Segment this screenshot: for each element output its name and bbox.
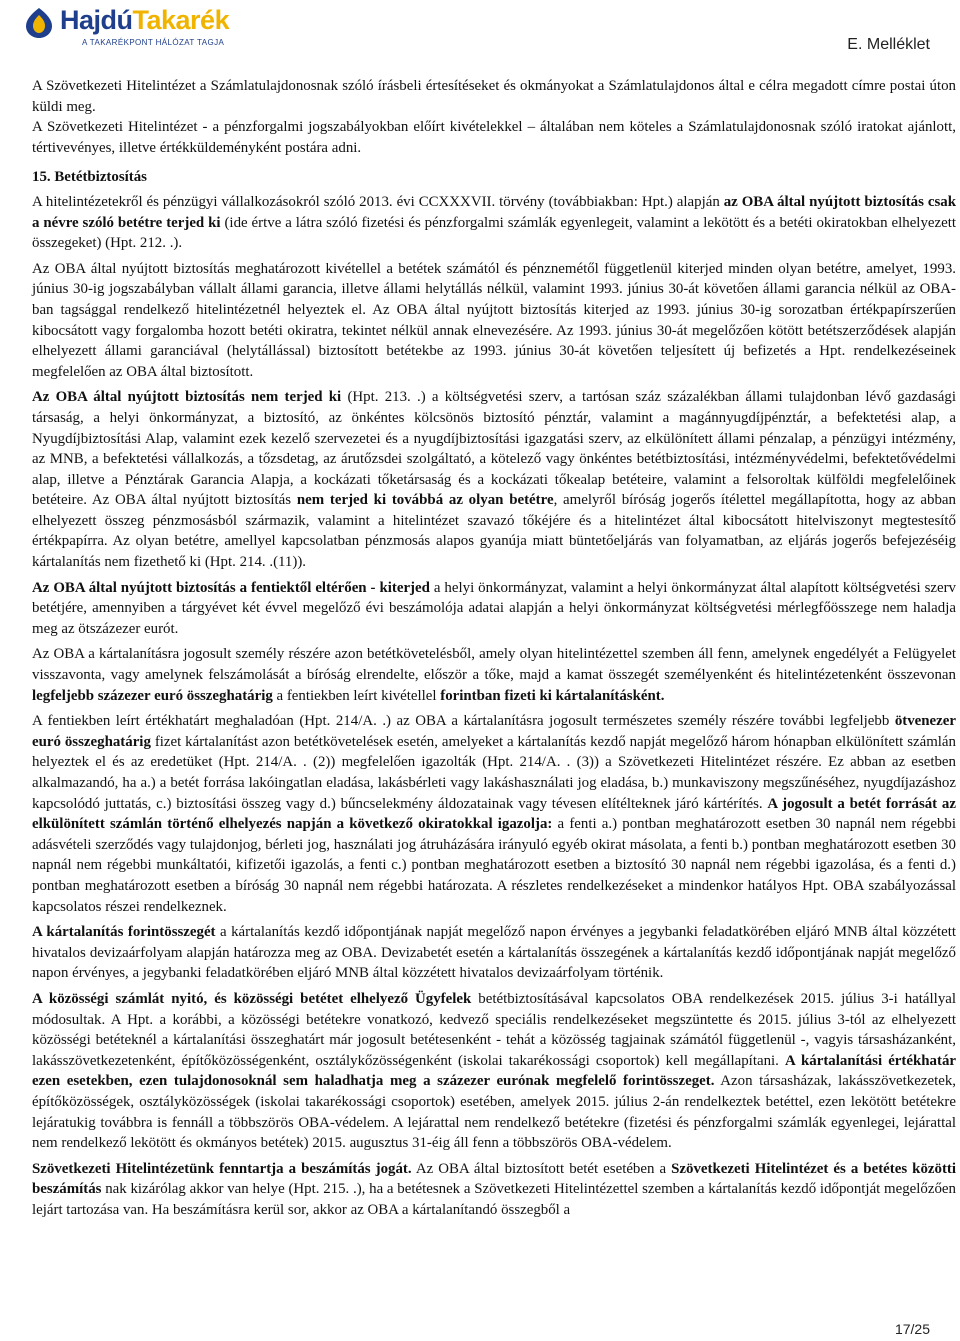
- paragraph-scope: A hitelintézetekről és pénzügyi vállalkozásokról szóló 2013. évi CCXXXVII. törvény (továbbiakban: Hpt.) alapján az OBA által nyújtott biztosítás csak a névre szóló betétre terjed ki (ide értve a látra szóló fizetési és pénzforgalmi számlák egyenlegeit, valamint a lekötött és a betéti okiratokban elhelyezett összegeket) (Hpt. 212. .).: [32, 193, 956, 252]
- logo-tagline: A TAKARÉKPONT HÁLÓZAT TAGJA: [82, 38, 225, 47]
- paragraph-exchange-rate: A kártalanítás forintösszegét a kártalanítás kezdő időpontjának napját megelőző napon érvényes a jegybanki feladatkörében eljáró MNB által közzétett hivatalos devizaárfolyam alapján határozza meg az OBA. Devizabetét esetén a kártalanítás összegének a kártalanítás kezdő időpontjának napját megelőző napon érvényes, a jegybanki feladatkörében eljáró MNB által közzétett hivatalos devizaárfolyam történik.: [32, 924, 956, 982]
- paragraph-notices: A Szövetkezeti Hitelintézet a Számlatulajdonosnak szóló írásbeli értesítéseket és okmányokat a Számlatulajdonos által e célra megadott címre postai úton küldi meg.: [32, 78, 956, 115]
- paragraph-additional-limit: A fentiekben leírt értékhatárt meghaladóan (Hpt. 214/A. .) az OBA a kártalanításra jogosult természetes személy részére további legfeljebb ötvenezer euró összeghatárig fizet kártalanítást azon betétkövetelések esetén, amelyeket a kártalanítás kezdő napját megelőző három hónapban elkülönített számlán helyeztek el és az eredetüket (Hpt. 214/A. . (2)) megfelelően igazolták (Hpt. 214/A. . (3)) a Szövetkezeti Hitelintézet részére. Ez abban az esetben alkalmazandó, ha a.) a betét forrása lakóingatlan eladása, lakásbérleti vagy lakáshasználati jog eladása, b.) munkaviszony megszűnéséhez, nyugdíjazáshoz kapcsolódó juttatás, c.) biztosítási összeg vagy d.) bűncselekmény áldozatainak vagy tévesen elítélteknek járó kártérítés. A jogosult a betét forrását az elkülönített számlán történő elhelyezés napján a következő okiratokkal igazolja: a fenti a.) pontban meghatározott esetben 30 napnál nem régebbi adásvételi szerződés vagy tulajdonjog, bérleti jog, használati jog átruházására irányuló egyéb okirat másolata, a fenti b.) pontban meghatározott esetben 30 napnál nem régebbi munkáltatói, kifizetői igazolás, a fenti c.) pontban meghatározott esetben a biztosító 30 napnál nem régebbi igazolása, és a fenti d.) pontban meghatározott esetben a bíróság 30 napnál nem régebbi határozata. A részletes rendelkezéseket a mindenkor hatályos Hpt. OBA szabályozással kapcsolatos részei rendelkeznek.: [32, 713, 957, 915]
- document-body: [32, 76, 956, 1220]
- paragraph-exclusions: Az OBA által nyújtott biztosítás nem terjed ki (Hpt. 213. .) a költségvetési szerv, a tartósan száz százalékban állami tulajdonban lévő gazdasági társaság, a helyi önkormányzat, a biztosító, az önkéntes kölcsönös biztosító pénztár, valamint a magánnyugdíjpénztár, a befektetési alap, a Nyugdíjbiztosítási Alap, valamint ezek kezelő szervezetei és a nyugdíjbiztosítási igazgatási szerv, az elkülönített állami pénzalap, a pénzügyi intézmény, az MNB, a befektetési vállalkozás, a tőzsdetag, az árutőzsdei szolgáltató, a kötelező vagy önkéntes betétbiztosítási, intézményvédelmi, befektetővédelmi alap, illetve a Pénztárak Garancia Alapja, a kockázati tőketársaság és a kockázati tőkealap betéteire, valamint a felsoroltak külföldi megfelelőinek betéteire. Az OBA által nyújtott biztosítás nem terjed ki továbbá az olyan betétre, amelyről bíróság jogerős ítélettel megállapította, hogy az abban elhelyezett összeg pénzmosásból származik, valamint a hitelintézet szavazó tőkéjére és a hitelintézet által kibocsátott hitelviszonyt megtestesítő értékpapírra. Az olyan betétre, amellyel kapcsolatban pénzmosás alapos gyanúja miatt büntetőeljárás van folyamatban, az eljárás jogerős befejezéséig kártalanítás nem fizethető ki (Hpt. 214. .(11)).: [32, 389, 956, 571]
- logo-wordmark: HajdúTakarék: [60, 5, 230, 35]
- logo-mark-icon: [22, 6, 56, 40]
- hajdu-takarek-logo: [22, 4, 272, 54]
- paragraph-community-accounts: A közösségi számlát nyitó, és közösségi betétet elhelyező Ügyfelek betétbiztosításával kapcsolatos OBA rendelkezések 2015. július 3-i hatállyal módosultak. A Hpt. a korábbi, a közösségi betétekre vonatkozó, kedvező speciális rendelkezéseket megszüntette és 2015. július 3-tól az elhelyezett közösségi betéteknél a kártalanítási összeghatárt már jogosult betétesenként - tehát a közösség tagjainak számától függetlenül -, vagyis társasházanként, lakásszövetkezetenként, építőközösségenként, osztálykőzösségenként (iskolai takarékossági csoportok) kell megállapítani. A kártalanítási értékhatár ezen esetekben, ezen tulajdonosoknál sem haladhatja meg a százezer eurónak megfelelő forintösszeget. Azon társasházak, lakásszövetkezetek, építőközösségek, osztályközösségek (iskolai takarékossági csoportok) esetében, amelyek 2015. július 2-án rendelkeztek betéttel, ezen lekötött betétekre lejáratukig továbbra is fennáll a többszörös OBA-védelem. A lejárattal nem rendelkező betétekre (fizetési és pénzforgalmi számlák egyenlegei, lejárattal nem rendelkező lekötött és okmányos betétek) 2015. augusztus 31-éig áll fenn a többszörös OBA-védelem.: [32, 990, 957, 1152]
- annex-label: E. Melléklet: [847, 36, 930, 53]
- page-number: 17/25: [894, 1321, 930, 1337]
- paragraph-set-off: Szövetkezeti Hitelintézetünk fenntartja a beszámítás jogát. Az OBA által biztosított betét esetében a Szövetkezeti Hitelintézet és a betétes közötti beszámítás nak kizárólag akkor van helye (Hpt. 215. .), ha a betétesnek a Szövetkezeti Hitelintézettel szemben a kártalanítás kezdő időpontját megelőzően lejárt tartozása van. Ha beszámításra kerül sor, akkor az OBA a kártalanítandó összegből a: [32, 1160, 957, 1218]
- paragraph-municipality: Az OBA által nyújtott biztosítás a fentiektől eltérően - kiterjed a helyi önkormányzat, valamint a helyi önkormányzat által alapított költségvetési szerv betétjére, amennyiben a tárgyévet két évvel megelőző évi beszámolója adatai alapján a helyi önkormányzat költségvetési mérlegfőösszege nem haladja meg az ötszázezer eurót.: [32, 579, 956, 637]
- paragraph-postal: A Szövetkezeti Hitelintézet - a pénzforgalmi jogszabályokban előírt kivételekkel – általában nem köteles a Számlatulajdonosnak szóló iratokat ajánlott, tértivevényes, illetve értékküldeményként postára adni.: [32, 119, 956, 156]
- paragraph-compensation-limit: Az OBA a kártalanításra jogosult személy részére azon betétkövetelésből, amely olyan hitelintézettel szemben áll fenn, amelynek engedélyét a Felügyelet visszavonta, vagy amelynek felszámolását a bíróság elrendelte, először a tőke, majd a kamat összegét személyenként és hitelintézetenként összevonan legfeljebb százezer euró összeghatárig a fentiekben leírt kivétellel forintban fizeti ki kártalanításként.: [32, 646, 956, 704]
- paragraph-coverage: Az OBA által nyújtott biztosítás meghatározott kivétellel a betétek számától és pénznemétől függetlenül kiterjed minden olyan betétre, amelyet, 1993. június 30-ig jogszabályban vállalt állami garancia, illetve állami helytállás nélkül, valamint 1993. június 30-át követően állami garancia nélkül az OBA-ban tagsággal rendelkező hitelintézetnél helyeztek el. Az OBA által nyújtott biztosítás kiterjed az 1993. június 30-ig sorozatban értékpapírszerűen kibocsátott vagy forgalomba hozott betéti okiratra, tekintet nélkül annak elnevezésére. Az 1993. június 30-át megelőzően kötött betétszerződések alapján elhelyezett állami garanciával (helytállással) biztosított betétekbe az 1993. június 30-át követően teljesített új befizetés a Hpt. rendelkezéseinek megfelelően az OBA által biztosított.: [32, 260, 956, 380]
- section-heading: 15. Betétbiztosítás: [32, 169, 147, 186]
